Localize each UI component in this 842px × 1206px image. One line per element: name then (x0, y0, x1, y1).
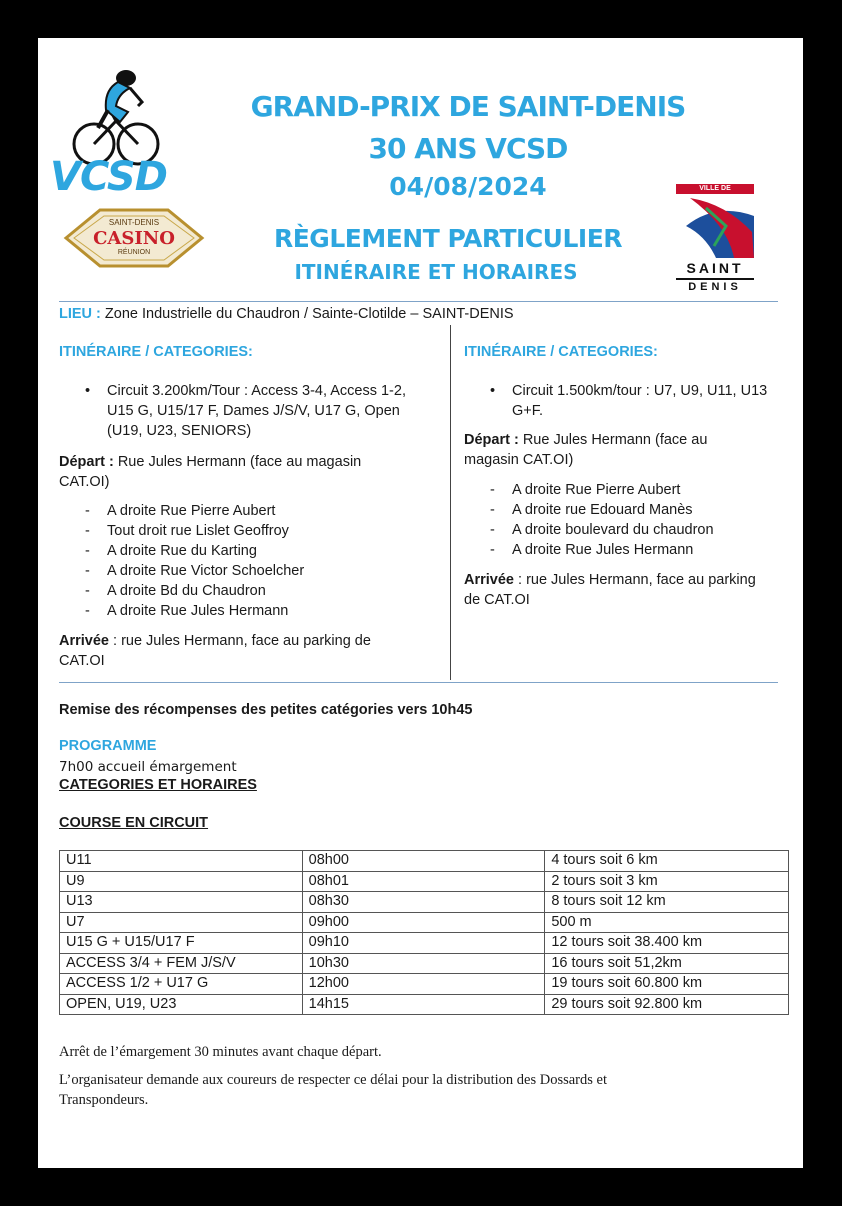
subtitle-reglement: RÈGLEMENT PARTICULIER (273, 224, 623, 253)
left-route-item: - Tout droit rue Lislet Geoffroy (59, 521, 417, 541)
distance-cell: 12 tours soit 38.400 km (545, 933, 789, 954)
left-itineraire-heading: ITINÉRAIRE / CATEGORIES: (59, 344, 253, 360)
left-arrivee-value: : rue Jules Hermann, face au parking de CAT.OI (59, 633, 371, 669)
right-route-list (464, 480, 774, 560)
right-depart-label: Départ : (464, 432, 519, 448)
left-route-item: - A droite Bd du Chaudron (59, 581, 417, 601)
left-circuit-list (59, 381, 417, 441)
right-itineraire-heading: ITINÉRAIRE / CATEGORIES: (464, 344, 658, 360)
vcsd-logo-text: VCSD (50, 154, 167, 200)
time-cell: 10h30 (302, 953, 545, 974)
category-cell: U11 (60, 851, 303, 872)
section-divider (59, 682, 778, 683)
title-grand-prix: GRAND-PRIX DE SAINT-DENIS (250, 90, 686, 123)
right-arrivee-label: Arrivée (464, 572, 514, 588)
note-organisateur: L’organisateur demande aux coureurs de respecter ce délai pour la distribution des Dossards et Transpondeurs. (59, 1072, 607, 1108)
lieu-line (59, 304, 779, 324)
casino-main-text: CASINO (93, 228, 175, 249)
title-date: 04/08/2024 (389, 172, 547, 201)
lieu-label: LIEU : (59, 306, 101, 322)
distance-cell: 500 m (545, 912, 789, 933)
left-arrivee (59, 631, 414, 671)
table-row (60, 994, 789, 1015)
category-cell: OPEN, U19, U23 (60, 994, 303, 1015)
category-cell: ACCESS 3/4 + FEM J/S/V (60, 953, 303, 974)
course-heading: COURSE EN CIRCUIT (59, 815, 209, 831)
ville-de-text: VILLE DE (676, 184, 754, 194)
lieu-value: Zone Industrielle du Chaudron / Sainte-Clotilde – SAINT-DENIS (100, 306, 514, 322)
ville-saint-text: SAINT (686, 260, 744, 276)
time-cell: 09h00 (302, 912, 545, 933)
casino-bottom-text: RÉUNION (117, 249, 151, 256)
left-route-item: - A droite Rue Jules Hermann (59, 601, 417, 621)
remise-line: Remise des récompenses des petites catégories vers 10h45 (59, 702, 473, 718)
left-depart-label: Départ : (59, 454, 114, 470)
time-cell: 14h15 (302, 994, 545, 1015)
distance-cell: 4 tours soit 6 km (545, 851, 789, 872)
right-circuit-item: • Circuit 1.500km/tour : U7, U9, U11, U13 G+F. (464, 381, 774, 421)
time-cell: 08h30 (302, 892, 545, 913)
table-row (60, 851, 789, 872)
table-row (60, 892, 789, 913)
left-route-list (59, 501, 417, 621)
distance-cell: 16 tours soit 51,2km (545, 953, 789, 974)
document-page (38, 38, 803, 1168)
programme-heading: PROGRAMME (59, 738, 157, 754)
time-cell: 09h10 (302, 933, 545, 954)
category-cell: ACCESS 1/2 + U17 G (60, 974, 303, 995)
category-cell: U9 (60, 871, 303, 892)
right-depart-value: Rue Jules Hermann (face au magasin CAT.OI) (464, 432, 708, 468)
category-cell: U13 (60, 892, 303, 913)
right-arrivee (464, 570, 764, 610)
title-30-ans: 30 ANS VCSD (368, 132, 568, 165)
time-cell: 12h00 (302, 974, 545, 995)
left-depart (59, 452, 409, 492)
distance-cell: 8 tours soit 12 km (545, 892, 789, 913)
column-divider (450, 325, 451, 680)
schedule-table (59, 850, 789, 1015)
left-route-item: - A droite Rue Pierre Aubert (59, 501, 417, 521)
left-circuit-item: • Circuit 3.200km/Tour : Access 3-4, Access 1-2, U15 G, U15/17 F, Dames J/S/V, U17 G, Open (U19, U23, SENIORS) (59, 381, 417, 441)
right-route-item: - A droite Rue Pierre Aubert (464, 480, 774, 500)
right-depart (464, 430, 764, 470)
ville-denis-text: DENIS (688, 281, 742, 293)
left-arrivee-label: Arrivée (59, 633, 109, 649)
right-arrivee-value: : rue Jules Hermann, face au parking de CAT.OI (464, 572, 756, 608)
distance-cell: 29 tours soit 92.800 km (545, 994, 789, 1015)
category-cell: U7 (60, 912, 303, 933)
subtitle-itineraire: ITINÉRAIRE ET HORAIRES (294, 260, 578, 284)
vcsd-logo (46, 66, 176, 200)
category-cell: U15 G + U15/U17 F (60, 933, 303, 954)
distance-cell: 2 tours soit 3 km (545, 871, 789, 892)
casino-top-text: SAINT-DENIS (108, 218, 160, 227)
right-route-item: - A droite boulevard du chaudron (464, 520, 774, 540)
distance-cell: 19 tours soit 60.800 km (545, 974, 789, 995)
left-route-item: - A droite Rue Victor Schoelcher (59, 561, 417, 581)
table-row (60, 974, 789, 995)
table-row (60, 953, 789, 974)
cyclist-icon (46, 66, 176, 166)
table-row (60, 933, 789, 954)
right-circuit-list (464, 381, 774, 421)
categories-heading: CATEGORIES ET HORAIRES (59, 777, 257, 793)
header-divider (59, 301, 778, 302)
time-cell: 08h00 (302, 851, 545, 872)
accueil-line: 7h00 accueil émargement (59, 759, 237, 775)
time-cell: 08h01 (302, 871, 545, 892)
left-route-item: - A droite Rue du Karting (59, 541, 417, 561)
table-row (60, 871, 789, 892)
table-row (60, 912, 789, 933)
right-route-item: - A droite Rue Jules Hermann (464, 540, 774, 560)
right-route-item: - A droite rue Edouard Manès (464, 500, 774, 520)
left-depart-value: Rue Jules Hermann (face au magasin CAT.OI) (59, 454, 362, 490)
note-emargement: Arrêt de l’émargement 30 minutes avant chaque départ. (59, 1044, 382, 1060)
